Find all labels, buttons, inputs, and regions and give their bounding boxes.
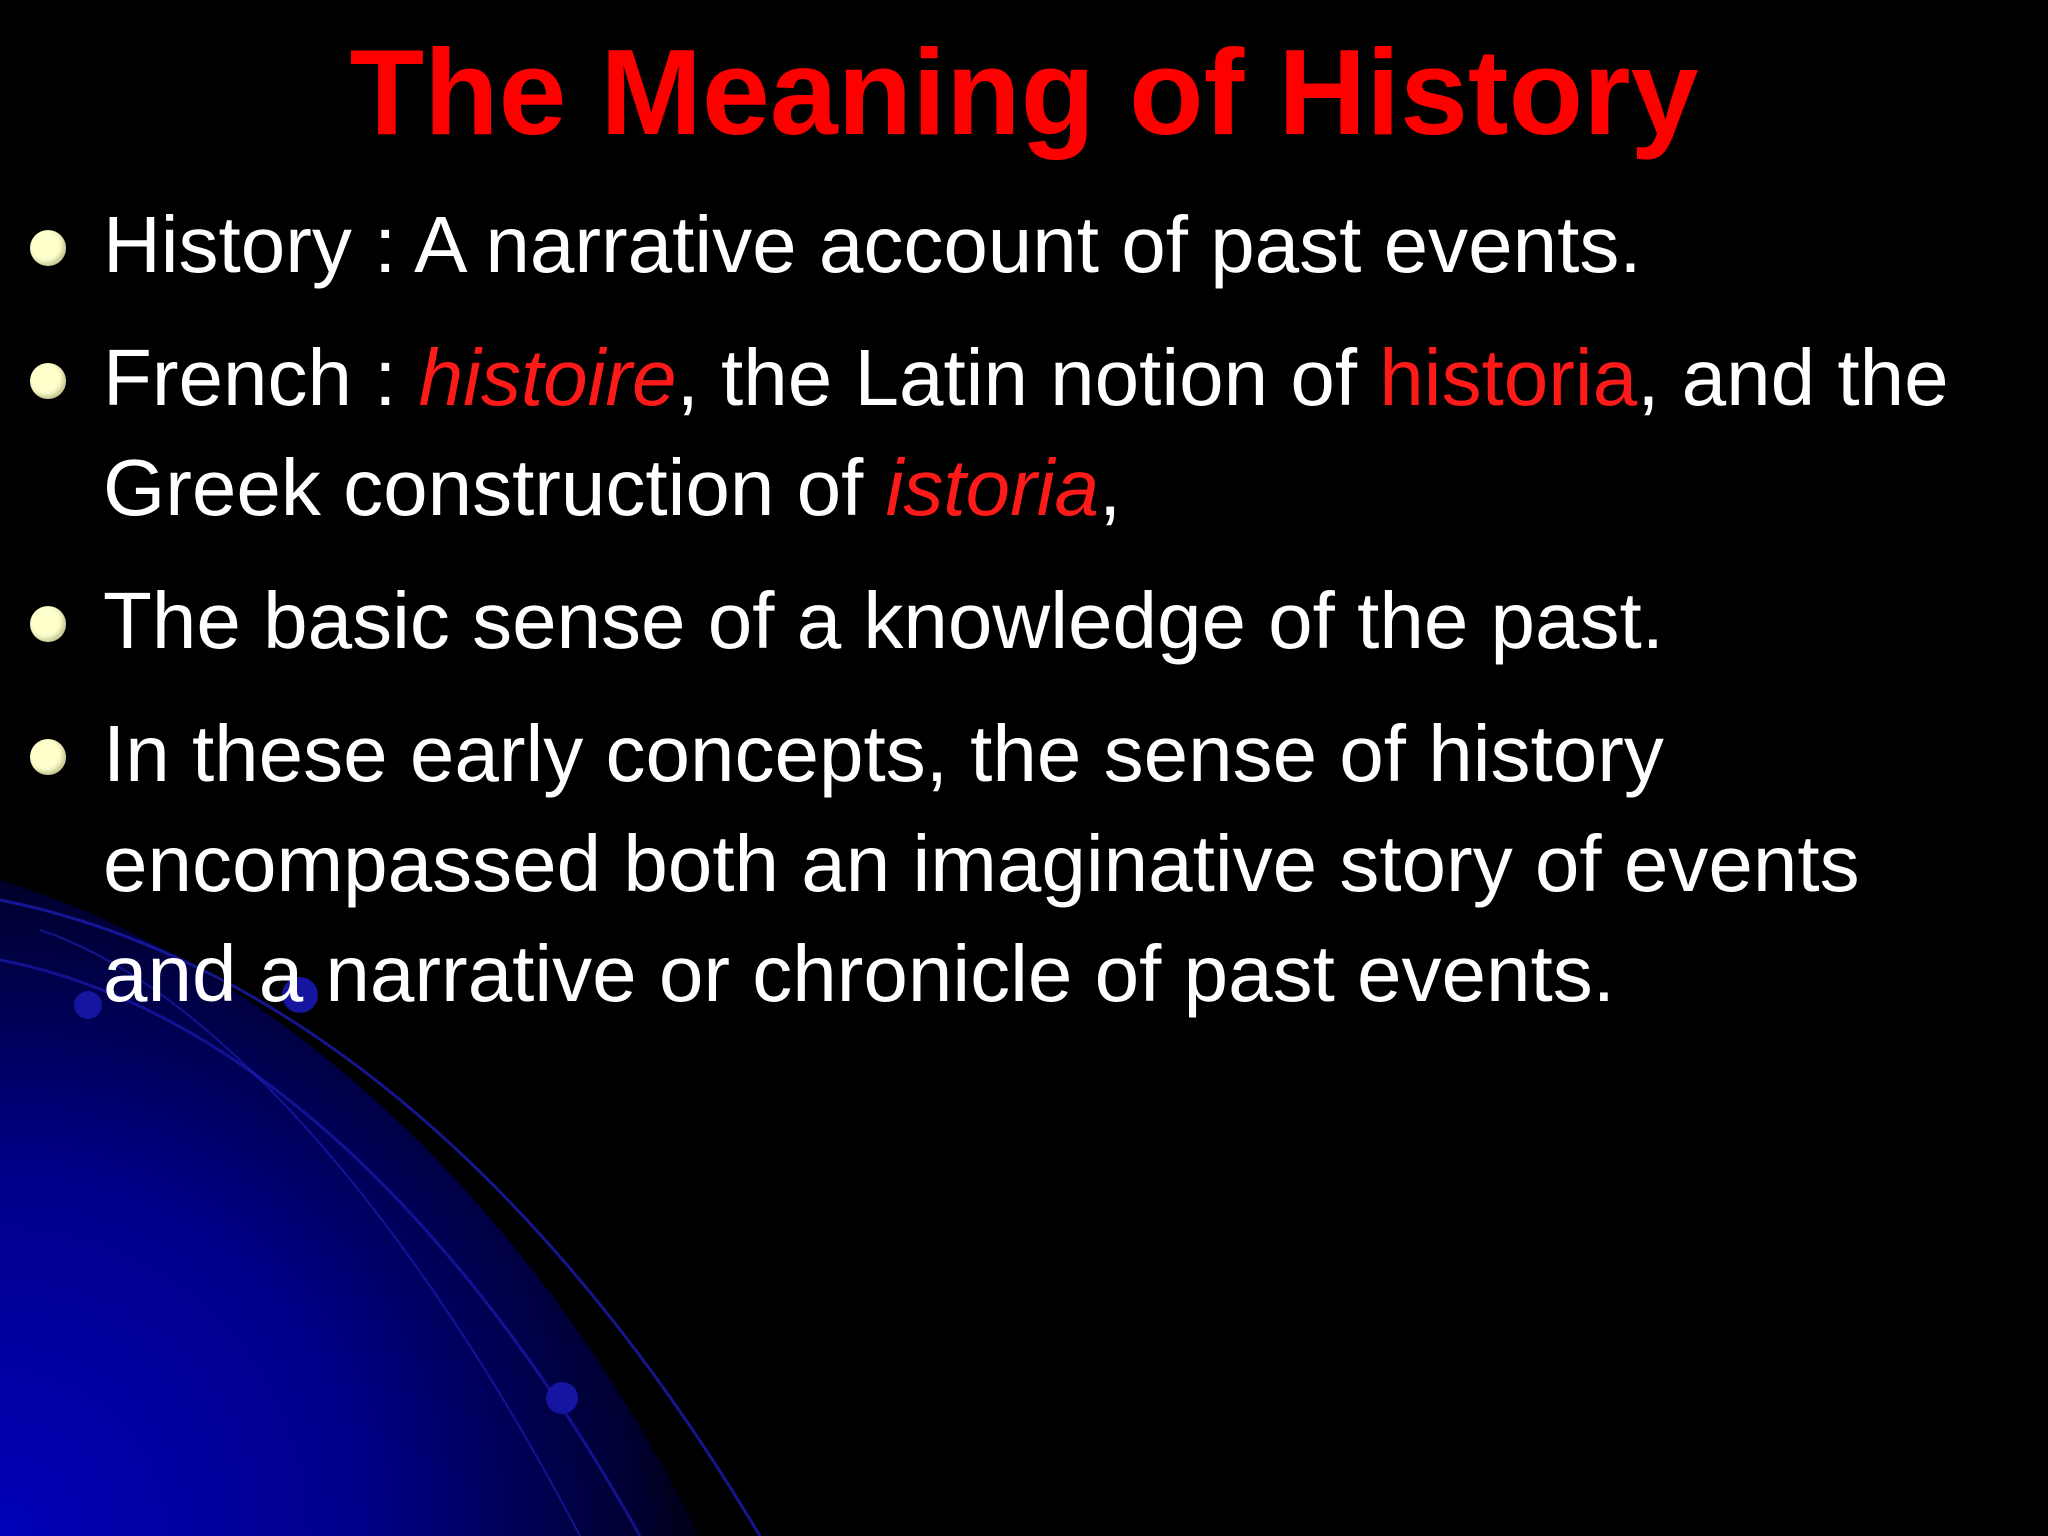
slide-title: The Meaning of History bbox=[349, 24, 1699, 160]
bullet-text-segment: , bbox=[1098, 443, 1122, 532]
bullet-text-segment: istoria bbox=[885, 443, 1099, 532]
bullet-item bbox=[0, 323, 2048, 543]
bullet-text-segment: historia bbox=[1379, 333, 1638, 422]
bullet-text-segment: histoire bbox=[418, 333, 677, 422]
bullet-item bbox=[0, 566, 2048, 676]
bullet-item bbox=[0, 699, 2048, 1029]
bullet-dot-icon bbox=[30, 606, 66, 642]
bullet-text-segment: , and the Greek construction of bbox=[103, 333, 1949, 532]
bullet-dot-icon bbox=[30, 739, 66, 775]
bullet-text-segment: , the Latin notion of bbox=[676, 333, 1380, 422]
bullet-dot-icon bbox=[30, 230, 66, 266]
bullet-dot-icon bbox=[30, 363, 66, 399]
bullet-text-segment: French : bbox=[103, 333, 419, 422]
bullet-text-segment: In these early concepts, the sense of history encompassed both an imaginative story of events and a narrative or chronicle of past events. bbox=[103, 709, 1860, 1018]
decor-dot bbox=[546, 1382, 578, 1414]
bullet-list bbox=[0, 190, 2048, 1052]
bullet-text-segment: The basic sense of a knowledge of the past. bbox=[103, 576, 1664, 665]
bullet-text-segment: History : A narrative account of past events. bbox=[103, 200, 1642, 289]
bullet-item bbox=[0, 190, 2048, 300]
